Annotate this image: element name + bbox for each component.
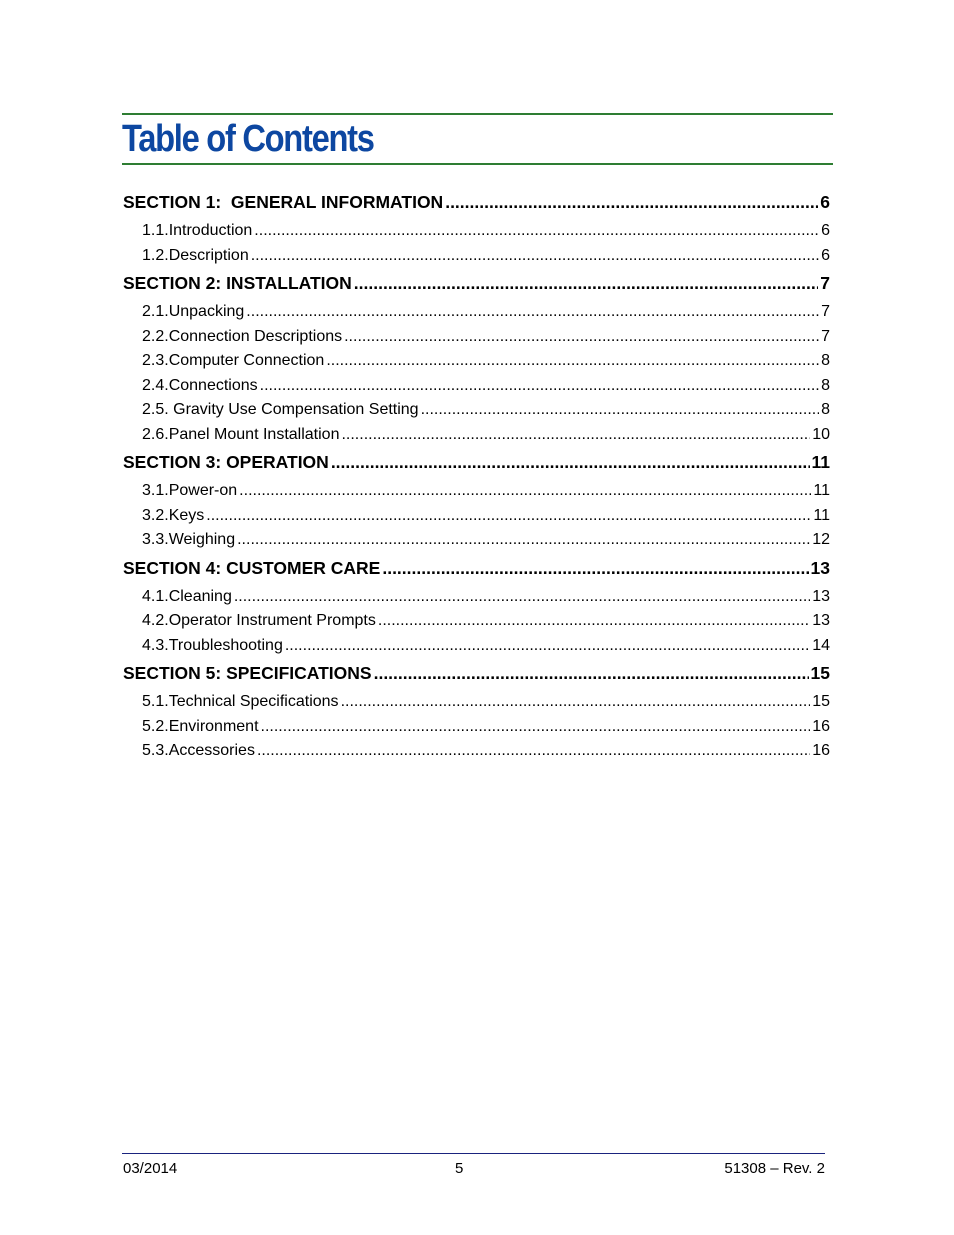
toc-item-title: Introduction [168, 222, 253, 239]
dot-leader [206, 507, 811, 525]
toc-item-number: 4.2. [142, 612, 169, 629]
dot-leader [341, 693, 811, 711]
dot-leader [326, 352, 819, 370]
toc-item-number: 3.2. [142, 506, 169, 524]
toc-item-title: Power-on [168, 482, 238, 499]
toc-item-title: Computer Connection [168, 352, 325, 369]
toc-page-number: 11 [811, 452, 830, 472]
dot-leader [421, 401, 820, 419]
dot-leader [234, 588, 810, 606]
dot-leader [261, 718, 811, 736]
toc-item-title: Technical Specifications [168, 693, 339, 710]
toc-item-number: 2.2. [142, 327, 169, 345]
toc-section-title: SECTION 4: CUSTOMER CARE [123, 557, 381, 578]
toc-page-number: 16 [812, 717, 830, 735]
toc-item-title: Operator Instrument Prompts [168, 612, 376, 629]
toc-page-number: 13 [812, 612, 830, 629]
dot-leader [254, 222, 819, 240]
dot-leader [378, 612, 810, 630]
toc-page-number: 11 [813, 482, 830, 499]
toc-page-number: 6 [820, 192, 830, 212]
toc-item-number: 2.6. [142, 425, 169, 443]
toc-item-number: 4.3. [142, 636, 169, 654]
toc-item-link[interactable] [123, 426, 830, 451]
toc-page-number: 11 [813, 506, 830, 524]
toc-item-number: 2.4. [142, 376, 169, 394]
toc-item-title: Panel Mount Installation [168, 425, 340, 443]
toc-item-link[interactable] [123, 352, 830, 377]
dot-leader [344, 328, 819, 346]
toc-page-number: 8 [821, 376, 830, 394]
toc-page-number: 10 [812, 425, 830, 443]
toc-item-title: Keys [168, 506, 205, 524]
toc-item-title: Connection Descriptions [168, 327, 343, 345]
toc-page-number: 15 [812, 693, 830, 710]
toc-item-title: Environment [168, 717, 259, 735]
toc-page-number: 13 [812, 587, 830, 605]
dot-leader [246, 303, 819, 321]
toc-item-link[interactable] [123, 401, 830, 426]
toc-item-number: 2.1. [142, 303, 169, 320]
footer-doc-id: 51308 – Rev. 2 [724, 1160, 825, 1177]
toc-section-link[interactable] [123, 452, 830, 482]
toc-item-link[interactable] [123, 247, 830, 272]
title-bottom-rule [122, 163, 833, 165]
dot-leader [354, 273, 818, 294]
toc-item-number: 1.1. [142, 222, 169, 239]
toc-item-link[interactable] [123, 612, 830, 637]
dot-leader [237, 531, 810, 549]
toc-item-link[interactable] [123, 637, 830, 662]
toc-page-number: 12 [812, 531, 830, 548]
dot-leader [251, 247, 819, 265]
toc-item-link[interactable] [123, 222, 830, 247]
toc-item-link[interactable] [123, 588, 830, 613]
toc-page-number: 6 [821, 246, 830, 264]
toc-item-link[interactable] [123, 328, 830, 353]
toc-item-link[interactable] [123, 507, 830, 532]
toc-item-title: Troubleshooting [168, 636, 283, 654]
toc-item-number: 5.2. [142, 717, 169, 735]
toc-item-link[interactable] [123, 531, 830, 556]
toc-item-title: Cleaning [168, 587, 232, 605]
toc-page-number: 6 [821, 222, 830, 239]
dot-leader [257, 742, 810, 760]
toc-item-title: Description [168, 246, 249, 264]
toc-page-number: 8 [821, 401, 830, 418]
toc-item-link[interactable] [123, 482, 830, 507]
toc-page-number: 7 [821, 327, 830, 345]
toc-item-number: 2.3. [142, 352, 169, 369]
dot-leader [374, 663, 809, 684]
toc-item-title: Weighing [168, 531, 236, 548]
toc-page-number: 7 [821, 303, 830, 320]
toc-section-title: SECTION 2: INSTALLATION [123, 273, 352, 293]
toc-section-link[interactable] [123, 273, 830, 303]
toc-section-title: SECTION 5: SPECIFICATIONS [123, 663, 372, 683]
footer-page-number: 5 [455, 1160, 464, 1177]
toc-section-title: SECTION 1: GENERAL INFORMATION [123, 192, 444, 212]
dot-leader [285, 637, 810, 655]
toc-item-title: Gravity Use Compensation Setting [168, 401, 419, 418]
toc-page-number: 8 [821, 352, 830, 369]
toc-item-link[interactable] [123, 303, 830, 328]
toc-item-link[interactable] [123, 742, 830, 767]
toc-item-number: 4.1. [142, 587, 169, 605]
table-of-contents [123, 192, 830, 767]
toc-item-title: Connections [168, 376, 258, 394]
toc-item-number: 5.1. [142, 693, 169, 710]
toc-item-link[interactable] [123, 693, 830, 718]
toc-section-title: SECTION 3: OPERATION [123, 452, 329, 472]
dot-leader [239, 482, 811, 500]
toc-page-number: 16 [812, 742, 830, 759]
toc-page-number: 13 [810, 557, 830, 578]
footer-rule [122, 1153, 825, 1154]
dot-leader [445, 192, 818, 213]
page-title: Table of Contents [122, 118, 374, 160]
toc-item-number: 1.2. [142, 246, 169, 264]
footer-date: 03/2014 [123, 1160, 178, 1177]
title-top-rule [122, 113, 833, 115]
dot-leader [382, 558, 808, 579]
toc-section-link[interactable] [123, 558, 830, 588]
toc-item-title: Accessories [168, 742, 255, 759]
toc-page-number: 15 [810, 663, 830, 683]
toc-page-number: 7 [820, 273, 830, 293]
dot-leader [331, 452, 810, 473]
toc-item-link[interactable] [123, 377, 830, 402]
toc-item-number: 3.1. [142, 482, 169, 499]
toc-item-link[interactable] [123, 718, 830, 743]
toc-item-number: 5.3. [142, 742, 169, 759]
toc-item-title: Unpacking [168, 303, 245, 320]
dot-leader [260, 377, 819, 395]
toc-item-number: 2.5. [142, 401, 169, 418]
toc-item-number: 3.3. [142, 531, 169, 548]
dot-leader [341, 426, 810, 444]
toc-page-number: 14 [812, 636, 830, 654]
toc-section-link[interactable] [123, 663, 830, 693]
toc-section-link[interactable] [123, 192, 830, 222]
